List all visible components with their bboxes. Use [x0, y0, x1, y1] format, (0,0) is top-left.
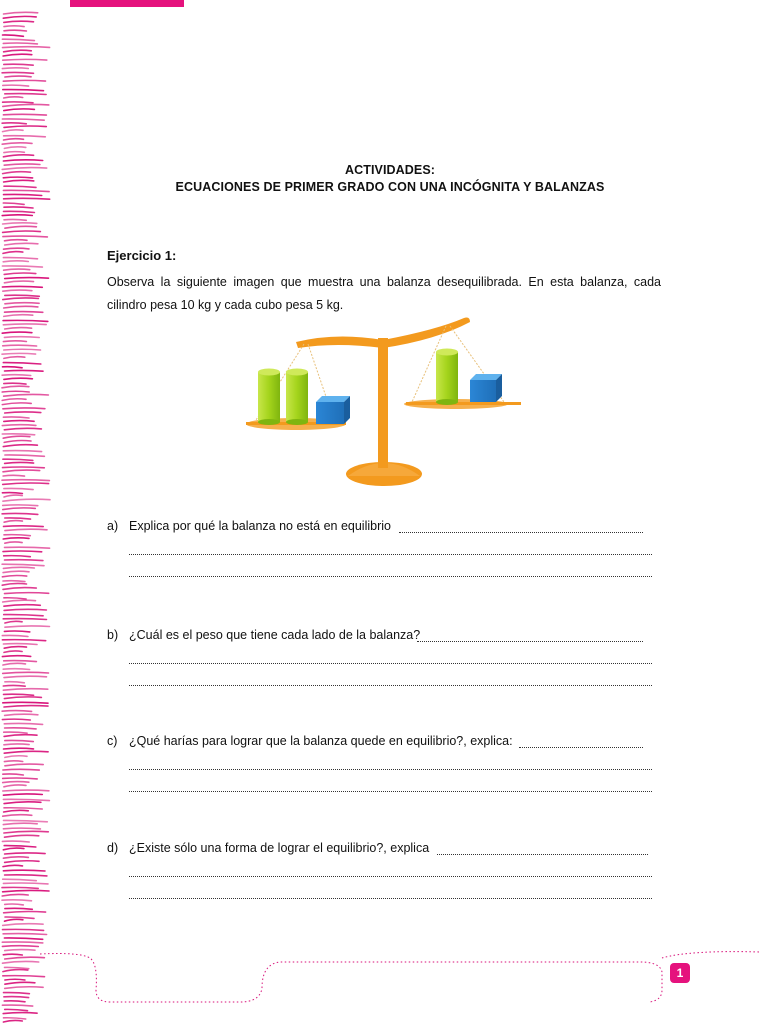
margin-stroke — [5, 835, 39, 837]
margin-stroke — [4, 139, 24, 140]
margin-stroke — [3, 130, 24, 132]
margin-stroke — [4, 248, 30, 249]
margin-stroke — [4, 97, 23, 98]
margin-stroke — [3, 865, 23, 866]
margin-stroke — [2, 68, 28, 69]
margin-stroke — [3, 483, 49, 484]
top-accent-bar — [70, 0, 184, 7]
margin-stroke — [3, 59, 47, 60]
margin-stroke — [4, 207, 33, 208]
cylinder — [258, 369, 280, 426]
margin-stroke — [2, 711, 32, 712]
margin-stroke — [2, 286, 42, 287]
margin-stroke — [3, 774, 24, 775]
margin-stroke — [3, 790, 49, 791]
margin-stroke — [3, 778, 38, 779]
margin-stroke — [5, 412, 41, 413]
margin-stroke — [2, 332, 32, 333]
margin-stroke — [4, 12, 38, 14]
question-text: ¿Qué harías para lograr que la balanza quede en equilibrio?, explica: — [129, 734, 513, 748]
margin-stroke — [3, 35, 24, 36]
margin-stroke — [4, 744, 29, 745]
margin-stroke — [3, 571, 29, 572]
margin-stroke — [4, 164, 40, 165]
margin-stroke — [5, 278, 49, 279]
margin-stroke — [3, 258, 37, 259]
answer-line[interactable] — [129, 898, 652, 899]
margin-stroke — [4, 281, 33, 283]
margin-stroke — [4, 609, 46, 610]
margin-stroke — [5, 728, 36, 729]
margin-stroke — [4, 30, 26, 31]
margin-stroke — [5, 861, 39, 863]
exercise-intro: Observa la siguiente imagen que muestra una balanza desequilibrada. En esta balanza, cada cilindro pesa 10 kg y cada cubo pesa 5 kg. — [107, 275, 661, 312]
margin-stroke — [5, 529, 47, 530]
margin-stroke — [5, 94, 46, 95]
margin-stroke — [4, 802, 41, 804]
margin-stroke — [2, 375, 31, 376]
margin-stroke — [5, 328, 32, 329]
margin-stroke — [5, 917, 34, 918]
margin-stroke — [3, 236, 48, 237]
answer-line[interactable] — [437, 854, 648, 855]
margin-stroke — [3, 290, 32, 291]
margin-stroke — [3, 345, 37, 346]
margin-stroke — [3, 451, 41, 452]
margin-stroke — [3, 54, 32, 56]
margin-stroke — [2, 386, 29, 388]
margin-stroke — [4, 706, 48, 707]
margin-stroke — [5, 243, 38, 245]
margin-stroke — [5, 462, 34, 463]
margin-stroke — [3, 298, 39, 300]
margin-stroke — [5, 626, 50, 627]
question-text: ¿Existe sólo una forma de lograr el equilibrio?, explica — [129, 841, 430, 855]
margin-stroke — [3, 203, 24, 204]
activities-title: ACTIVIDADES: — [344, 163, 436, 177]
answer-line[interactable] — [399, 532, 643, 533]
margin-stroke — [4, 694, 34, 695]
margin-stroke — [3, 459, 33, 460]
margin-stroke — [3, 508, 36, 510]
margin-stroke — [3, 782, 29, 783]
margin-stroke — [3, 924, 43, 926]
margin-stroke — [3, 929, 44, 930]
margin-stroke — [4, 598, 26, 599]
margin-stroke — [3, 799, 49, 800]
margin-stroke — [3, 102, 33, 103]
margin-stroke — [4, 152, 25, 153]
question-text: ¿Cuál es el peso que tiene cada lado de la balanza? — [129, 628, 421, 642]
margin-stroke — [4, 147, 25, 149]
margin-stroke — [3, 769, 39, 770]
margin-stroke — [3, 252, 23, 254]
margin-stroke — [4, 810, 29, 812]
margin-stroke — [4, 273, 36, 274]
margin-stroke — [5, 226, 37, 228]
margin-stroke — [3, 80, 45, 81]
margin-stroke — [4, 651, 22, 652]
margin-stroke — [3, 689, 48, 691]
margin-stroke — [5, 547, 50, 548]
margin-stroke — [3, 155, 33, 157]
margin-stroke — [3, 815, 32, 816]
margin-stroke — [2, 635, 28, 636]
margin-stroke — [5, 682, 24, 683]
margin-stroke — [2, 119, 44, 120]
margin-stroke — [4, 211, 35, 212]
margin-stroke — [3, 231, 41, 232]
topic-title: ECUACIONES DE PRIMER GRADO CON UNA INCÓGNITA Y BALANZAS — [175, 180, 605, 194]
question-a — [107, 516, 652, 582]
margin-stroke — [2, 399, 26, 401]
margin-stroke — [4, 136, 46, 137]
cylinder — [436, 349, 458, 406]
margin-stroke — [5, 295, 40, 296]
margin-stroke — [4, 383, 26, 384]
margin-stroke — [4, 820, 48, 821]
margin-stroke — [2, 403, 31, 405]
margin-stroke — [3, 223, 37, 224]
margin-stroke — [4, 535, 30, 536]
margin-stroke — [4, 440, 31, 442]
answer-line[interactable] — [129, 791, 652, 792]
margin-stroke — [4, 676, 47, 677]
title-block — [100, 162, 680, 196]
answer-line[interactable] — [417, 641, 643, 642]
margin-stroke — [4, 488, 33, 489]
margin-stroke — [2, 480, 49, 481]
margin-stroke — [4, 751, 48, 753]
margin-stroke — [2, 575, 26, 576]
margin-stroke — [4, 846, 36, 847]
margin-stroke — [5, 904, 24, 905]
margin-stroke — [4, 194, 42, 195]
margin-stroke — [3, 505, 38, 506]
scale-beam — [296, 318, 470, 349]
margin-stroke — [5, 714, 38, 715]
margin-stroke — [3, 467, 45, 468]
question-letter: d) — [107, 841, 119, 855]
question-b — [107, 625, 652, 691]
margin-stroke — [4, 21, 34, 22]
margin-stroke — [3, 475, 24, 476]
question-c — [107, 731, 652, 797]
margin-stroke — [4, 735, 37, 737]
margin-stroke — [4, 831, 48, 833]
cube — [316, 396, 350, 424]
margin-stroke — [3, 848, 24, 850]
answer-line[interactable] — [129, 663, 652, 664]
margin-stroke — [4, 109, 35, 111]
margin-stroke — [2, 583, 26, 585]
margin-stroke — [3, 408, 45, 409]
margin-stroke — [4, 526, 44, 527]
margin-stroke — [3, 190, 49, 191]
cylinder — [286, 369, 308, 426]
margin-stroke — [5, 303, 39, 304]
margin-stroke — [3, 644, 37, 645]
margin-stroke — [5, 542, 22, 543]
margin-stroke — [3, 43, 37, 44]
margin-stroke — [3, 177, 32, 178]
margin-stroke — [3, 324, 46, 325]
question-letter: b) — [107, 628, 119, 642]
margin-stroke — [4, 306, 38, 308]
margin-stroke — [3, 890, 49, 891]
question-letter: a) — [107, 519, 119, 533]
margin-stroke — [2, 564, 44, 566]
margin-stroke — [4, 748, 34, 749]
margin-stroke — [5, 919, 23, 921]
margin-stroke — [3, 417, 29, 418]
margin-stroke — [3, 261, 28, 262]
margin-stroke — [4, 615, 43, 616]
margin-stroke — [5, 908, 32, 909]
margin-stroke — [4, 495, 22, 497]
margin-stroke — [4, 761, 22, 762]
margin-stroke — [3, 581, 25, 582]
margin-stroke — [4, 180, 34, 182]
margin-stroke — [4, 349, 41, 350]
cube — [470, 374, 502, 402]
margin-stroke — [3, 172, 31, 174]
margin-stroke — [3, 47, 50, 48]
margin-stroke — [2, 656, 30, 657]
margin-stroke — [4, 394, 49, 396]
margin-stroke — [4, 911, 46, 912]
margin-stroke — [2, 425, 36, 426]
margin-stroke — [3, 470, 40, 472]
margin-stroke — [5, 518, 31, 519]
margin-stroke — [3, 794, 42, 795]
margin-stroke — [4, 378, 33, 379]
exercise-heading: Ejercicio 1: — [107, 248, 177, 263]
margin-stroke — [3, 883, 48, 884]
answer-line[interactable] — [129, 769, 652, 770]
margin-stroke — [4, 732, 27, 733]
page-number: 1 — [670, 963, 690, 983]
margin-stroke — [5, 853, 46, 854]
margin-stroke — [3, 857, 28, 858]
margin-stroke — [4, 661, 37, 662]
margin-stroke — [5, 76, 31, 77]
margin-stroke — [5, 312, 43, 313]
margin-stroke — [4, 50, 32, 52]
margin-stroke — [2, 640, 45, 641]
margin-stroke — [3, 600, 36, 602]
margin-stroke — [2, 215, 32, 216]
margin-stroke — [5, 455, 45, 456]
margin-stroke — [2, 434, 34, 435]
margin-stroke — [5, 240, 28, 241]
margin-stroke — [2, 266, 42, 267]
margin-stroke — [5, 875, 47, 876]
margin-stroke — [2, 353, 36, 354]
margin-stroke — [4, 26, 24, 27]
question-d — [107, 838, 652, 904]
margin-stroke — [3, 870, 45, 871]
margin-stroke — [3, 823, 37, 824]
margin-stroke — [5, 560, 43, 561]
margin-stroke — [2, 168, 47, 170]
margin-stroke — [2, 391, 29, 392]
answer-line[interactable] — [129, 576, 652, 577]
margin-stroke — [4, 219, 26, 220]
margin-stroke — [3, 445, 37, 447]
margin-stroke — [4, 269, 30, 270]
margin-decoration — [0, 0, 56, 1024]
margin-stroke — [4, 428, 41, 429]
margin-stroke — [3, 363, 41, 364]
margin-stroke — [2, 841, 29, 842]
margin-stroke — [4, 186, 36, 187]
margin-stroke — [3, 669, 29, 670]
margin-stroke — [4, 126, 46, 127]
margin-stroke — [4, 697, 41, 699]
margin-stroke — [4, 556, 31, 557]
margin-stroke — [3, 320, 48, 321]
margin-stroke — [4, 521, 22, 523]
margin-stroke — [3, 551, 42, 552]
margin-stroke — [3, 685, 25, 686]
margin-stroke — [5, 621, 22, 623]
margin-stroke — [4, 64, 33, 65]
margin-stroke — [3, 114, 46, 115]
margin-stroke — [4, 315, 33, 317]
margin-stroke — [3, 702, 48, 703]
margin-stroke — [3, 499, 50, 501]
answer-line[interactable] — [129, 876, 652, 877]
margin-stroke — [5, 764, 43, 766]
margin-stroke — [4, 198, 50, 199]
margin-stroke — [2, 123, 26, 124]
margin-stroke — [3, 367, 23, 368]
balance-scale-image — [236, 310, 536, 492]
margin-stroke — [2, 143, 32, 144]
answer-line[interactable] — [519, 747, 643, 748]
question-letter: c) — [107, 734, 118, 748]
margin-stroke — [4, 605, 40, 606]
margin-stroke — [2, 513, 38, 514]
question-text: Explica por qué la balanza no está en equilibrio — [129, 519, 391, 533]
margin-stroke — [5, 370, 44, 371]
margin-stroke — [4, 785, 26, 787]
margin-stroke — [5, 593, 49, 594]
margin-stroke — [5, 740, 34, 741]
margin-stroke — [4, 647, 26, 649]
margin-stroke — [3, 85, 29, 86]
margin-stroke — [3, 828, 40, 829]
margin-stroke — [2, 493, 22, 494]
margin-stroke — [2, 39, 34, 40]
margin-stroke — [3, 160, 42, 161]
margin-stroke — [4, 337, 39, 338]
margin-stroke — [3, 672, 49, 673]
margin-stroke — [2, 719, 30, 720]
margin-stroke — [4, 723, 42, 724]
margin-stroke — [3, 619, 46, 620]
margin-stroke — [3, 90, 44, 91]
margin-stroke — [2, 887, 38, 888]
margin-stroke — [3, 663, 26, 665]
scale-post — [378, 338, 388, 468]
footer-decoration — [0, 940, 768, 1024]
margin-stroke — [2, 894, 28, 896]
margin-stroke — [3, 567, 34, 568]
answer-line[interactable] — [129, 554, 652, 555]
margin-stroke — [3, 16, 36, 18]
margin-stroke — [4, 631, 29, 632]
margin-stroke — [4, 808, 42, 809]
margin-stroke — [2, 72, 33, 73]
margin-stroke — [5, 756, 27, 758]
answer-line[interactable] — [129, 685, 652, 686]
margin-stroke — [3, 341, 26, 342]
margin-stroke — [3, 934, 47, 935]
margin-stroke — [4, 357, 25, 359]
margin-stroke — [3, 436, 30, 438]
margin-stroke — [4, 421, 34, 422]
margin-stroke — [2, 900, 32, 901]
margin-stroke — [3, 588, 36, 590]
margin-stroke — [3, 879, 37, 881]
margin-stroke — [3, 538, 29, 539]
margin-stroke — [3, 104, 49, 106]
